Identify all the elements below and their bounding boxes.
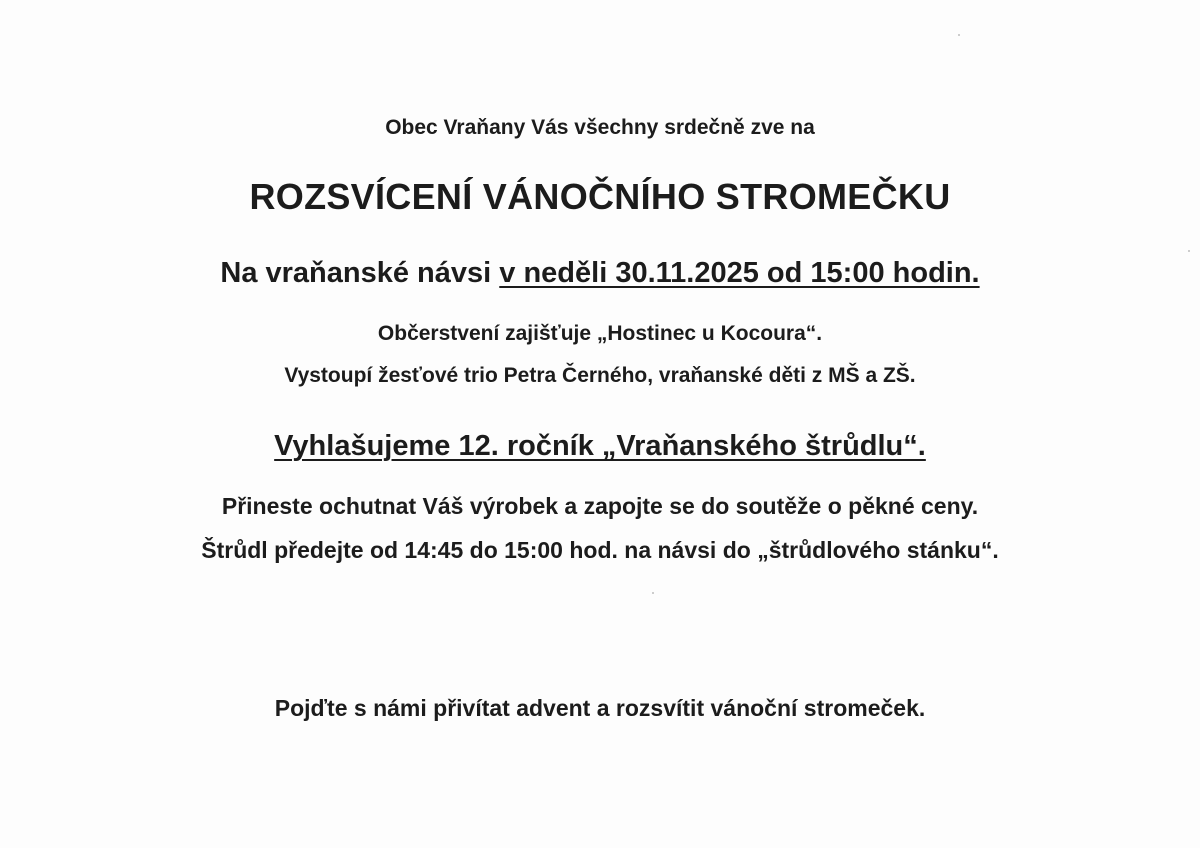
- contest-heading-text: Vyhlašujeme 12. ročník „Vraňanského štrůdlu“.: [274, 430, 926, 462]
- event-title: ROZSVÍCENÍ VÁNOČNÍHO STROMEČKU: [249, 176, 951, 217]
- event-when: [0, 257, 1200, 290]
- scan-speck: [1188, 250, 1190, 252]
- contest-heading: [0, 430, 1200, 463]
- contest-instructions: Přineste ochutnat Váš výrobek a zapojte se do soutěže o pěkné ceny.: [221, 493, 979, 519]
- refreshments-text: Občerstvení zajišťuje „Hostinec u Kocoura“.: [377, 322, 823, 345]
- handover-instructions: Štrůdl předejte od 14:45 do 15:00 hod. na návsi do „štrůdlového stánku“.: [201, 537, 999, 563]
- scan-speck: [958, 34, 960, 36]
- event-date-time: v neděli 30.11.2025 od 15:00 hodin.: [499, 257, 980, 289]
- closing-text: Pojďte s námi přivítat advent a rozsvítit vánoční stromeček.: [274, 695, 926, 721]
- performers-text: Vystoupí žesťové trio Petra Černého, vraňanské děti z MŠ a ZŠ.: [284, 364, 916, 387]
- scan-speck: [652, 592, 654, 594]
- event-place: Na vraňanské návsi: [220, 257, 500, 289]
- intro-text: Obec Vraňany Vás všechny srdečně zve na: [385, 116, 815, 139]
